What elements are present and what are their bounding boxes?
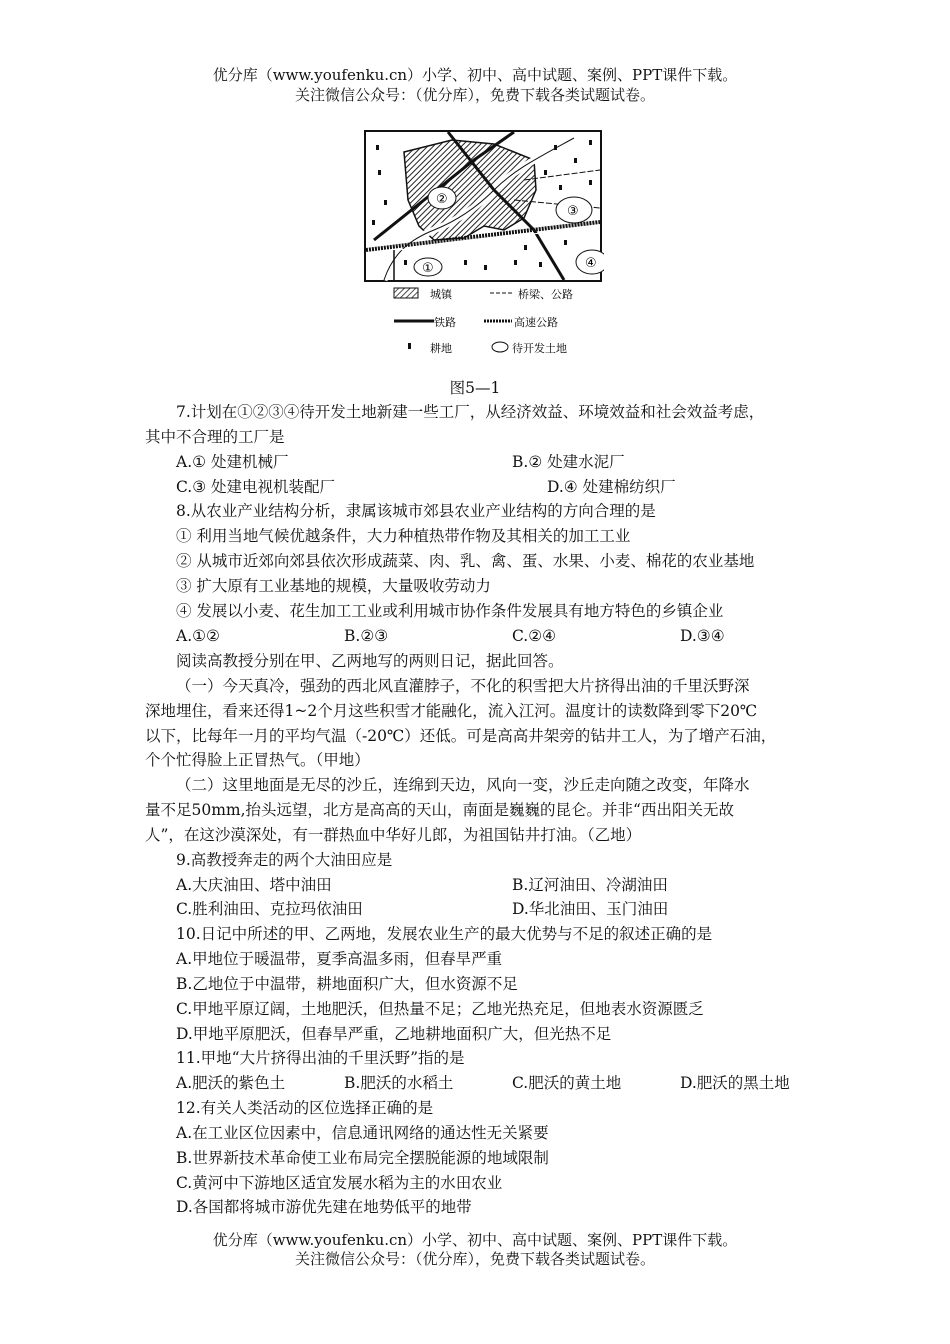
q12-option-b: B.世界新技术革命使工业布局完全摆脱能源的地域限制 <box>176 1149 549 1167</box>
diary-2-line1: （二）这里地面是无尽的沙丘，连绵到天边，风向一变，沙丘走向随之改变，年降水 <box>176 776 750 794</box>
q7-stem-line2: 其中不合理的工厂是 <box>145 428 285 446</box>
q8-option-b: B.②③ <box>344 627 389 645</box>
legend-town-label: 城镇 <box>430 288 452 301</box>
q7-option-c: C.③ 处建电视机装配厂 <box>176 478 336 496</box>
footer-line-1: 优分库（www.youfenku.cn）小学、初中、高中试题、案例、PPT课件下载。 <box>212 1231 738 1249</box>
q8-option-d: D.③④ <box>680 627 725 645</box>
q7-option-b: B.② 处建水泥厂 <box>512 453 625 471</box>
q8-option-a: A.①② <box>176 627 220 645</box>
q8-statement-4: ④ 发展以小麦、花生加工工业或利用城市协作条件发展具有地方特色的乡镇企业 <box>176 602 724 620</box>
map-figure <box>364 130 604 360</box>
q9-option-b: B.辽河油田、冷湖油田 <box>512 876 668 894</box>
legend-farmland-swatch <box>408 343 411 349</box>
q8-statement-1: ① 利用当地气候优越条件，大力种植热带作物及其相关的加工工业 <box>176 527 631 545</box>
q10-option-c: C.甲地平原辽阔，土地肥沃，但热量不足；乙地光热充足，但地表水资源匮乏 <box>176 1000 704 1018</box>
q12-option-c: C.黄河中下游地区适宜发展水稻为主的水田农业 <box>176 1174 503 1192</box>
q12-option-d: D.各国都将城市游优先建在地势低平的地带 <box>176 1198 472 1216</box>
q9-option-a: A.大庆油田、塔中油田 <box>176 876 332 894</box>
q8-option-c: C.②④ <box>512 627 557 645</box>
site-2-marker: ② <box>436 192 448 207</box>
q8-statement-2: ② 从城市近郊向郊县依次形成蔬菜、肉、乳、禽、蛋、水果、小麦、棉花的农业基地 <box>176 552 755 570</box>
q12-option-a: A.在工业区位因素中，信息通讯网络的通达性无关紧要 <box>176 1124 549 1142</box>
site-3-marker: ③ <box>567 204 579 219</box>
q11-option-c: C.肥沃的黄土地 <box>512 1074 622 1092</box>
q7-option-a: A.① 处建机械厂 <box>176 453 289 471</box>
q8-statement-3: ③ 扩大原有工业基地的规模，大量吸收劳动力 <box>176 577 491 595</box>
diary-1-line4: 个个忙得脸上正冒热气。（甲地） <box>145 751 370 769</box>
diary-2-line2: 量不足50mm,抬头远望，北方是高高的天山，南面是巍巍的昆仑。并非“西出阳关无故 <box>145 801 734 819</box>
q10-option-a: A.甲地位于暖温带，夏季高温多雨，但春旱严重 <box>176 950 503 968</box>
legend-farmland-label: 耕地 <box>430 342 452 355</box>
legend-expressway-label: 高速公路 <box>514 316 558 329</box>
q9-option-d: D.华北油田、玉门油田 <box>512 900 669 918</box>
diary-2-line3: 人”，在这沙漠深处，有一群热血中华好儿郎，为祖国钻井打油。（乙地） <box>145 826 642 844</box>
reading-intro: 阅读高教授分别在甲、乙两地写的两则日记，据此回答。 <box>176 652 564 670</box>
diary-1-line2: 深地埋住，看来还得1~2个月这些积雪才能融化，流入江河。温度计的读数降到零下20℃ <box>145 702 758 720</box>
diary-1-line1: （一）今天真冷，强劲的西北风直灌脖子，不化的积雪把大片挤得出油的千里沃野深 <box>176 677 750 695</box>
legend-town-swatch <box>394 288 418 298</box>
legend-undeveloped-swatch <box>492 342 508 352</box>
header-line-1: 优分库（www.youfenku.cn）小学、初中、高中试题、案例、PPT课件下载。 <box>212 66 738 84</box>
q11-option-d: D.肥沃的黑土地 <box>680 1074 790 1092</box>
q9-option-c: C.胜利油田、克拉玛依油田 <box>176 900 363 918</box>
q7-stem-line1: 7.计划在①②③④待开发土地新建一些工厂，从经济效益、环境效益和社会效益考虑， <box>176 403 765 421</box>
q12-stem: 12.有关人类活动的区位选择正确的是 <box>176 1099 434 1117</box>
q9-stem: 9.高教授奔走的两个大油田应是 <box>176 851 393 869</box>
footer-line-2: 关注微信公众号：（优分库），免费下载各类试题试卷。 <box>294 1250 655 1268</box>
figure-caption: 图5—1 <box>449 379 501 397</box>
legend-bridge-road-label: 桥梁、公路 <box>518 288 573 301</box>
map-legend <box>394 287 573 355</box>
legend-undeveloped-label: 待开发土地 <box>512 342 567 355</box>
site-4-marker: ④ <box>585 256 597 271</box>
map-svg <box>364 130 604 360</box>
q11-stem: 11.甲地“大片挤得出油的千里沃野”指的是 <box>176 1049 465 1067</box>
q11-option-b: B.肥沃的水稻土 <box>344 1074 454 1092</box>
header-line-2: 关注微信公众号：（优分库），免费下载各类试题试卷。 <box>294 86 655 104</box>
q10-stem: 10.日记中所述的甲、乙两地，发展农业生产的最大优势与不足的叙述正确的是 <box>176 925 713 943</box>
q8-stem: 8.从农业产业结构分析，隶属该城市郊县农业产业结构的方向合理的是 <box>176 502 656 520</box>
diary-1-line3: 以下，比每年一月的平均气温（-20℃）还低。可是高高井架旁的钻井工人，为了增产石油， <box>145 727 777 745</box>
site-1-marker: ① <box>422 261 434 276</box>
q11-option-a: A.肥沃的紫色土 <box>176 1074 286 1092</box>
q10-option-d: D.甲地平原肥沃，但春旱严重，乙地耕地面积广大，但光热不足 <box>176 1025 612 1043</box>
q7-option-d: D.④ 处建棉纺织厂 <box>547 478 676 496</box>
q10-option-b: B.乙地位于中温带，耕地面积广大，但水资源不足 <box>176 975 518 993</box>
legend-railway-label: 铁路 <box>434 316 456 329</box>
